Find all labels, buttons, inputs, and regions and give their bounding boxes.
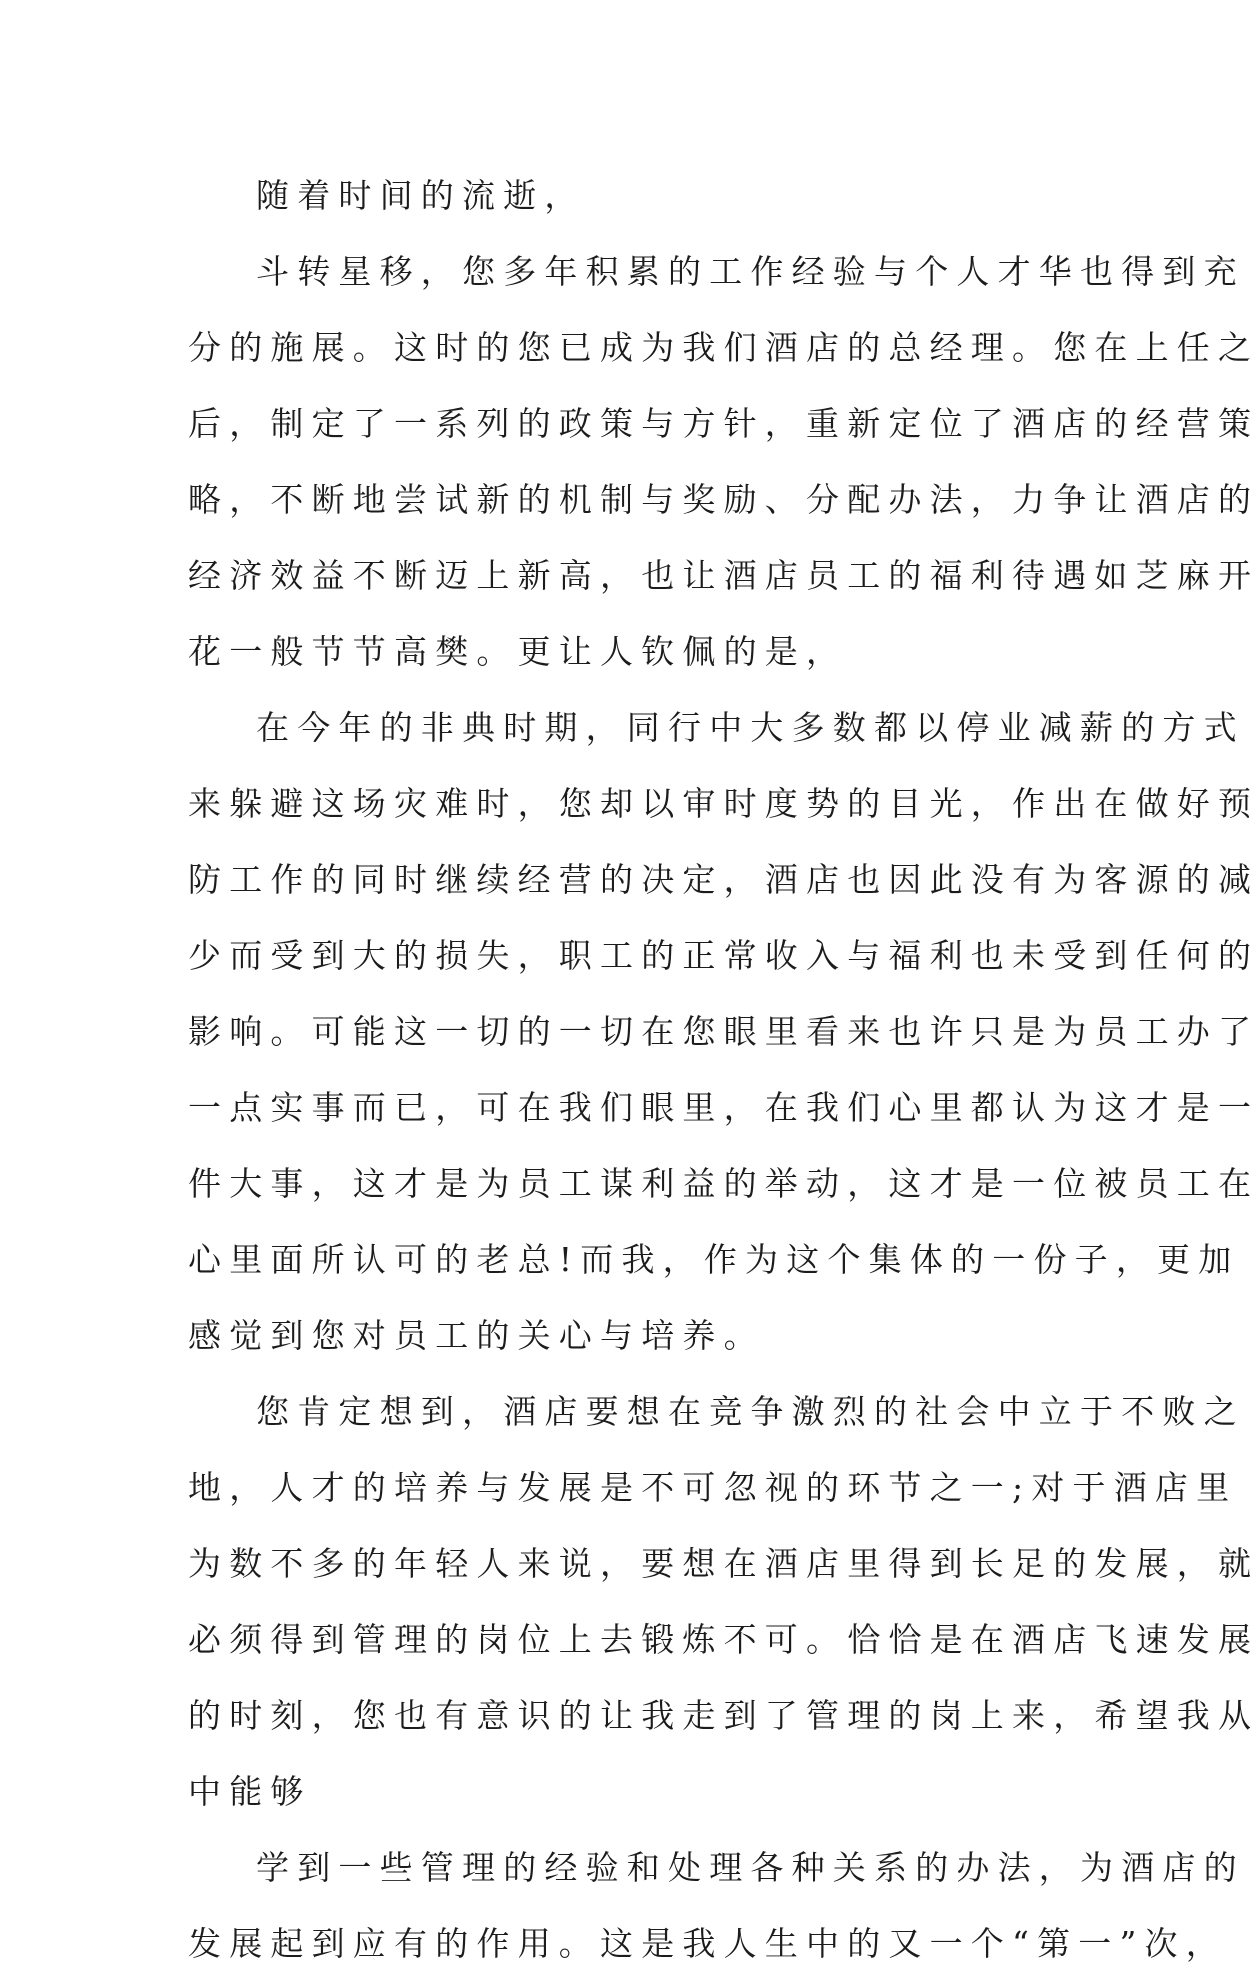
text-line: 在今年的非典时期，同行中大多数都以停业减薪的方式 [256,708,1245,747]
text-line: 学到一些管理的经验和处理各种关系的办法，为酒店的 [256,1848,1245,1887]
text-line: 件大事，这才是为员工谋利益的举动，这才是一位被员工在 [188,1164,1259,1203]
text-line: 分的施展。这时的您已成为我们酒店的总经理。您在上任之 [188,328,1259,367]
document-body [188,158,1259,1982]
text-line: 心里面所认可的老总!而我，作为这个集体的一份子，更加 [188,1240,1240,1279]
text-line: 一点实事而已，可在我们眼里，在我们心里都认为这才是一 [188,1088,1259,1127]
text-line: 影响。可能这一切的一切在您眼里看来也许只是为员工办了 [188,1012,1259,1051]
text-line: 经济效益不断迈上新高，也让酒店员工的福利待遇如芝麻开 [188,556,1259,595]
text-line: 少而受到大的损失，职工的正常收入与福利也未受到任何的 [188,936,1259,975]
text-line: 花一般节节高樊。更让人钦佩的是， [188,632,848,671]
text-line: 感觉到您对员工的关心与培养。 [188,1316,765,1355]
text-line: 地，人才的培养与发展是不可忽视的环节之一;对于酒店里 [188,1468,1238,1507]
text-line: 防工作的同时继续经营的决定，酒店也因此没有为客源的减 [188,860,1259,899]
text-line: 来躲避这场灾难时，您却以审时度势的目光，作出在做好预 [188,784,1259,823]
text-line: 为数不多的年轻人来说，要想在酒店里得到长足的发展，就 [188,1544,1259,1583]
text-line: 发展起到应有的作用。这是我人生中的又一个“第一”次， [188,1924,1227,1963]
text-line: 后，制定了一系列的政策与方针，重新定位了酒店的经营策 [188,404,1259,443]
text-line: 随着时间的流逝， [256,176,586,215]
text-line: 的时刻，您也有意识的让我走到了管理的岗上来，希望我从 [188,1696,1259,1735]
text-line: 必须得到管理的岗位上去锻炼不可。恰恰是在酒店飞速发展 [188,1620,1259,1659]
text-line: 略，不断地尝试新的机制与奖励、分配办法，力争让酒店的 [188,480,1259,519]
text-line: 中能够 [188,1772,312,1811]
text-line: 您肯定想到，酒店要想在竞争激烈的社会中立于不败之 [256,1392,1245,1431]
text-line: 斗转星移，您多年积累的工作经验与个人才华也得到充 [256,252,1245,291]
